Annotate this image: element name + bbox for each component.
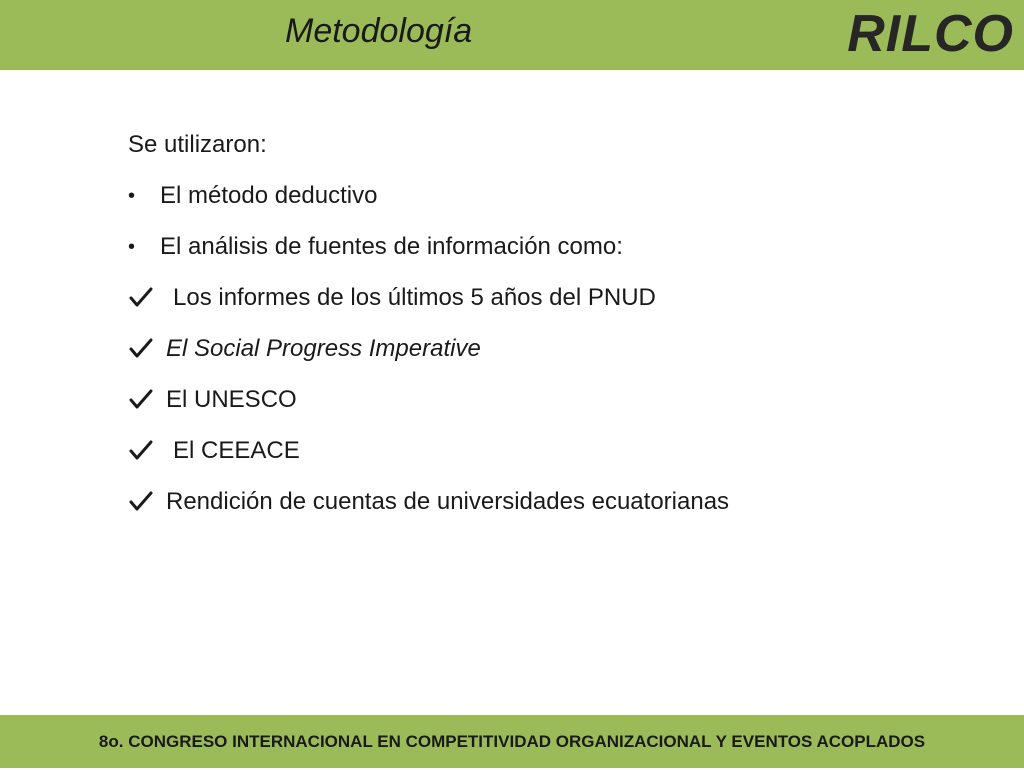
- check-text: El Social Progress Imperative: [166, 335, 481, 362]
- check-text: Rendición de cuentas de universidades ecuatorianas: [166, 488, 730, 515]
- check-text: El CEEACE: [173, 437, 300, 464]
- bullet-text: El método deductivo: [160, 182, 378, 209]
- bullet-dot-icon: •: [128, 236, 136, 258]
- footer-text: 8o. CONGRESO INTERNACIONAL EN COMPETITIVIDAD ORGANIZACIONAL Y EVENTOS ACOPLADOS: [98, 732, 926, 751]
- check-item: [128, 334, 988, 385]
- checkmark-icon: [128, 386, 154, 412]
- checkmark-icon: [128, 284, 154, 310]
- rilco-logo: RILCO: [847, 5, 1014, 63]
- check-text: Los informes de los últimos 5 años del PNUD: [173, 284, 656, 311]
- check-item: [128, 385, 988, 436]
- intro-text: Se utilizaron:: [128, 131, 267, 158]
- checkmark-icon: [128, 488, 154, 514]
- check-item: [128, 283, 988, 334]
- checkmark-icon: [128, 335, 154, 361]
- bullet-text: El análisis de fuentes de información como:: [160, 233, 623, 260]
- slide-content: [128, 130, 988, 538]
- checkmark-icon: [128, 437, 154, 463]
- check-item: [128, 436, 988, 487]
- bullet-item: [128, 232, 988, 283]
- bullet-dot-icon: •: [128, 185, 136, 207]
- check-item: [128, 487, 988, 538]
- slide-title: Metodología: [285, 12, 473, 50]
- check-text: El UNESCO: [166, 386, 297, 413]
- bullet-item: [128, 181, 988, 232]
